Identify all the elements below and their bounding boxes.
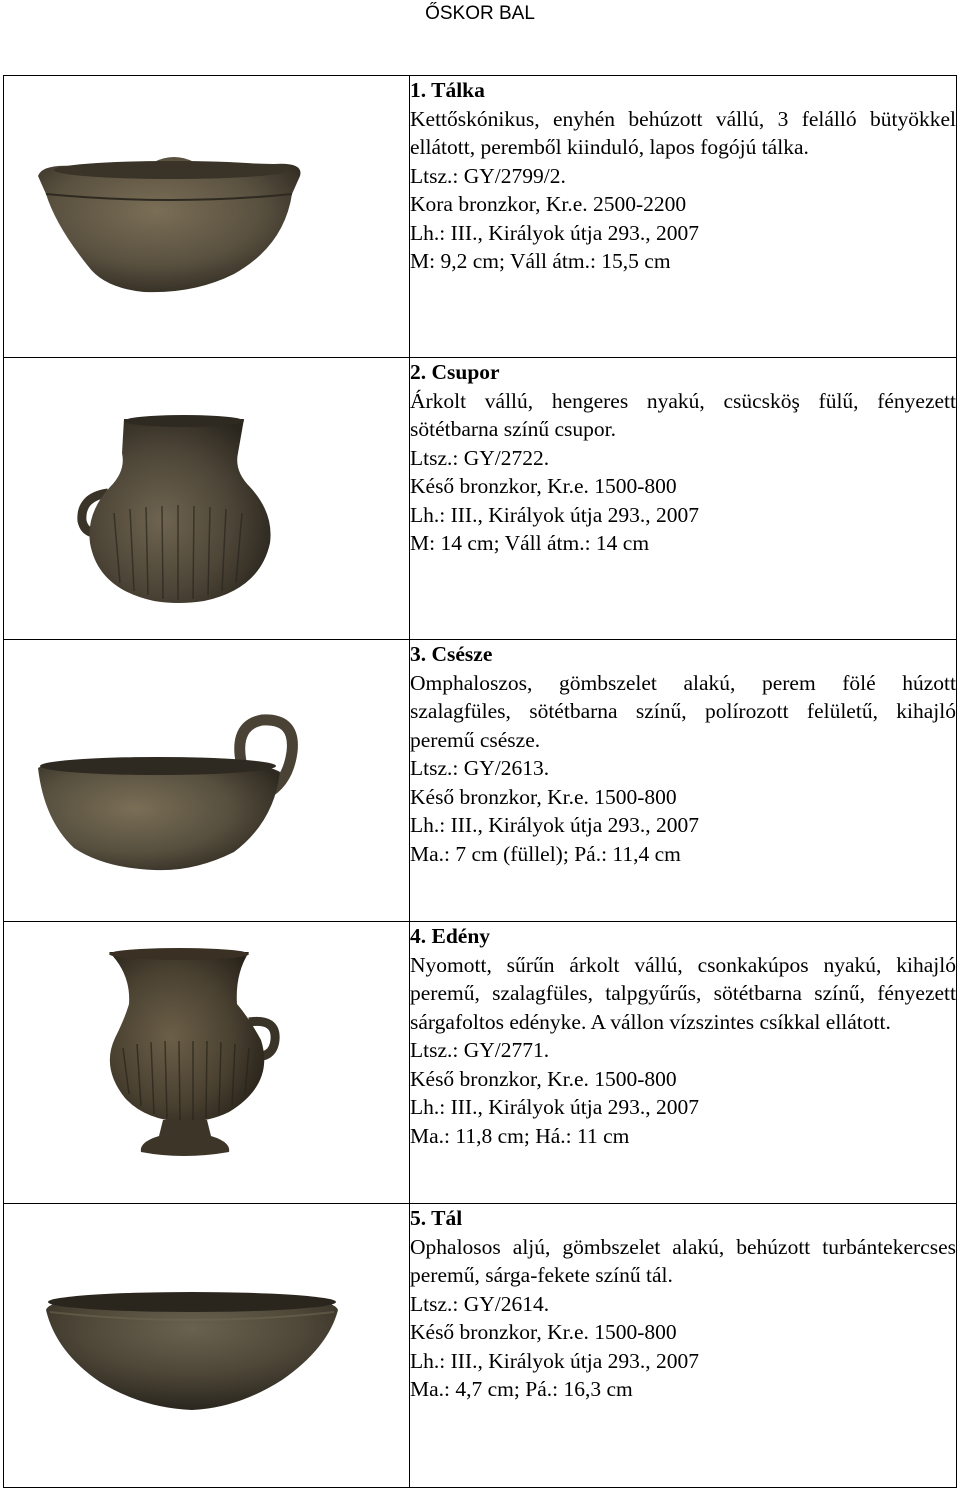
item-inventory: Ltsz.: GY/2614.	[410, 1291, 550, 1316]
item-findspot: Lh.: III., Királyok útja 293., 2007	[410, 1348, 700, 1373]
catalog-row	[4, 358, 957, 640]
item-dimensions: Ma.: 7 cm (füllel); Pá.: 11,4 cm	[410, 841, 681, 866]
catalog-row	[4, 76, 957, 358]
description-cell	[410, 358, 957, 640]
description-cell	[410, 1204, 957, 1488]
catalog-row	[4, 1204, 957, 1488]
item-period: Késő bronzkor, Kr.e. 1500-800	[410, 784, 677, 809]
item-inventory: Ltsz.: GY/2799/2.	[410, 163, 566, 188]
item-period: Kora bronzkor, Kr.e. 2500-2200	[410, 192, 687, 216]
item-findspot: Lh.: III., Királyok útja 293., 2007	[410, 220, 700, 245]
item-findspot: Lh.: III., Királyok útja 293., 2007	[410, 502, 700, 527]
catalog-row	[4, 922, 957, 1204]
description-cell	[410, 922, 957, 1204]
item-title: 4. Edény	[410, 924, 491, 948]
item-title: 5. Tál	[410, 1206, 463, 1230]
item-dimensions: M: 14 cm; Váll átm.: 14 cm	[410, 531, 650, 555]
item-dimensions: M: 9,2 cm; Váll átm.: 15,5 cm	[410, 249, 671, 273]
footed-vessel-image	[99, 944, 289, 1162]
description-cell	[410, 640, 957, 922]
image-cell	[4, 76, 410, 358]
item-period: Késő bronzkor, Kr.e. 1500-800	[410, 1320, 677, 1344]
catalog-row	[4, 640, 957, 922]
shallow-bowl-image	[42, 1288, 342, 1418]
item-dimensions: Ma.: 4,7 cm; Pá.: 16,3 cm	[410, 1377, 633, 1401]
bowl-with-knobs-image	[34, 146, 314, 296]
handled-cup-image	[34, 712, 304, 872]
item-inventory: Ltsz.: GY/2613.	[410, 756, 550, 780]
item-description: Ophalosos aljú, gömbszelet alakú, behúzott turbántekercses peremű, sárga-fekete színű tál.	[410, 1234, 956, 1287]
item-findspot: Lh.: III., Királyok útja 293., 2007	[410, 813, 700, 837]
item-period: Késő bronzkor, Kr.e. 1500-800	[410, 474, 677, 498]
item-dimensions: Ma.: 11,8 cm; Há.: 11 cm	[410, 1123, 630, 1148]
artifact-catalog-table	[3, 75, 957, 1488]
item-description: Nyomott, sűrűn árkolt vállú, csonkakúpos nyakú, kihajló peremű, szalagfüles, talpgyűrűs, sötétbarna színű, fényezett sárgafoltos edényke. A vállon vízszintes csíkkal ellátott.	[410, 952, 956, 1034]
image-cell	[4, 358, 410, 640]
item-description: Árkolt vállú, hengeres nyakú, csücsköş fülű, fényezett sötétbarna színű csupor.	[410, 388, 956, 441]
page-header: ŐSKOR BAL	[425, 3, 535, 24]
image-cell	[4, 1204, 410, 1488]
item-description: Omphaloszos, gömbszelet alakú, perem fölé húzott szalagfüles, sötétbarna színű, polírozott felületű, kihajló peremű csésze.	[410, 670, 956, 752]
image-cell	[4, 922, 410, 1204]
item-period: Késő bronzkor, Kr.e. 1500-800	[410, 1066, 677, 1091]
item-title: 2. Csupor	[410, 360, 500, 384]
item-inventory: Ltsz.: GY/2722.	[410, 445, 550, 470]
description-cell	[410, 76, 957, 358]
item-description: Kettőskónikus, enyhén behúzott vállú, 3 felálló bütyökkel ellátott, peremből kiinduló, lapos fogójú tálka.	[410, 106, 956, 159]
handled-jug-image	[74, 413, 284, 608]
item-title: 1. Tálka	[410, 78, 485, 102]
image-cell	[4, 640, 410, 922]
item-inventory: Ltsz.: GY/2771.	[410, 1038, 550, 1062]
item-title: 3. Csésze	[410, 642, 493, 666]
item-findspot: Lh.: III., Királyok útja 293., 2007	[410, 1095, 700, 1119]
